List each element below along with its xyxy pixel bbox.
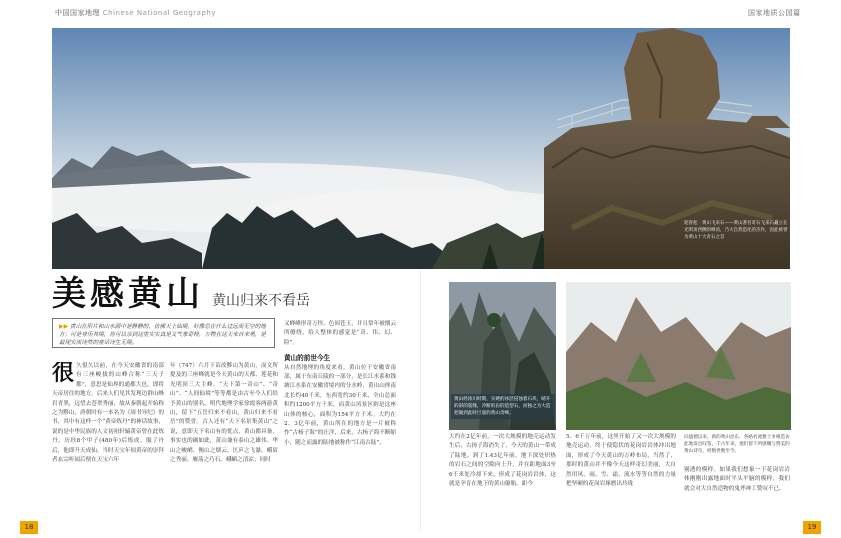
photo-peaks-left [449, 282, 556, 430]
magazine-name: 中国国家地理 [55, 9, 100, 17]
page-title: 美感黄山 [52, 274, 204, 314]
page-subtitle: 黄山归来不看岳 [212, 293, 310, 309]
photo1-caption: 黄山经冰川时期，实硬的冰层侵蚀着石块，晴开的彩的裂缝，冷断的岩的造型石，而独之为大造把做到此时巨量的黄山奇峰。 [451, 394, 555, 419]
running-header-left [55, 8, 216, 18]
huangshan-landscape-image [52, 28, 790, 269]
body-column-1 [52, 362, 164, 527]
page-number-right: 19 [803, 521, 821, 534]
column-3-text: 从自然地理的角度来看，黄山位于安徽省南部，属于东南丘陵的一部分，是长江水系和钱塘江水系在安徽省境内的分水岭，黄山山体南北长约40千米，东西宽约30千米，全山总面积约1200平方千米，而黄山风景区则是这座山体的核心，面积为154平方千米。大约在2、3亿年前，黄山所在的地方是一片被称作“古杨子海”的汪洋，后来，古杨子海不断缩小，随之而露的陆地被称作“江南古陆”。 [284, 364, 396, 446]
arrow-icon: ▶▶ [59, 323, 69, 330]
photo2-caption: 向盛德以来，新的黄山昆东，各路名流雅士争相造访此地发出叹鉴，千古年来，他们留下所感慨与赞美的黄山诗句，经数世数至今。 [684, 435, 790, 454]
magazine-name-en: Chinese National Geography [102, 9, 216, 17]
hero-caption: 迎客松 黄山飞来石——黄山著名奇石飞来石矗立在光明顶西侧的峰顶，乃大自然造化的杰作，因此被誉为黄山十大奇石之首 [684, 221, 788, 240]
drop-cap: 很 [52, 362, 75, 386]
body-column-4: 大约在2亿年前，一次大规模的地壳运动发生后，古扬子海消失了，今天的黄山一带成了陆地。到了1.43亿年前，地下深处炽热的岩石之间的空隙向上升，并在距地面3至6千米处冷却下来，形成了花岗岩岩体，这就是孕育在地下的黄山躯胎。距今 [449, 434, 556, 488]
hero-photo [52, 28, 790, 269]
body-column-5: 5、6千万年前，这里开始了又一次大规模的地壳运动，终于使隐伏的花岗岩岩体冲出地面，形成了今天黄山的万岭布局，当然了，那时的黄山并不像今天这样奇幻美丽，大自然用风、雨、雪、霜、流水等等自然的力量把坚硬的花岗岩琢磨出玲珑 [566, 434, 676, 488]
page-gutter [420, 270, 421, 530]
lead-paragraph-box [52, 318, 275, 348]
page-number-left: 18 [20, 521, 38, 534]
section-subhead: 黄山的前世今生 [284, 354, 331, 363]
column-3-intro: 又峰峰形奇万怪、色间苍玉，并且常年被烟云所缭绕，给人整体的感觉是“奇、伟、幻、险”。 [284, 321, 396, 346]
body-column-2: 年（747）六月下诏改黟山为黄山，而文所提及的三座峰就是今天黄山的天都、莲花和光明顶三大主峰。“天下第一奇山”、“奇山”、“人间仙境”等等都是由古至今人们给予黄山的别名，明代地理学家徐霞客两游黄山，留下“五岳归来不看山，黄山归来不看岳”的赞誉。古人还有“天下名景集黄山”之说，意即天下名山有的优点，黄山都具备。事实也的确如此，黄山兼有泰山之雄伟、华山之峻峭、衡山之烟云、匡庐之飞瀑、峨眉之秀丽、雁荡之巧石。峨嵋之清凉；同时 [170, 363, 278, 464]
body-column-3 [284, 320, 396, 527]
column-1-text: 久很久以前，在今天安徽省的南部有三座峻拔的山峰合称“三天子都”，意思是仙界的通都大邑，即将天帝居住的地方。后来人们见其发现边群山峰岩青黑，远望去苍翠秀丽，故从秦朝起开始称之为黟山，唐朝时有一本名为《周书导纪》的书，其中有这样一个“黄帝炼丹”的神话故事，说的是中华民族的人文初祖轩辕黄帝曾在此炼丹，历经8个甲子(480年)后炼成，服了丹后，他即升天成仙。当时天宝年间黄帝的崇拜者玄宗听闻后便在天宝六年 [52, 363, 164, 464]
lead-text: 黄山在形片和山水画中是静静的，仿佛天上仙境，好像总在什么过远而无空的地方；可是身历其境，你可以亲到这里实实真是又气象奇特，万物在这天来自来勇，是最现实而诗然的童话诗生无境。 [59, 324, 266, 346]
photo-peaks-right [566, 282, 791, 430]
body-column-6: 剔透的模样。如果我们想象一下花岗岩岩体刚刚出露地面时平头平脑的模样，我们就会对大自然造物的鬼斧神工赞叹不已。 [684, 467, 790, 492]
running-header-right: 国家地质公园篇 [748, 9, 801, 17]
green-mountains-image [566, 282, 791, 430]
